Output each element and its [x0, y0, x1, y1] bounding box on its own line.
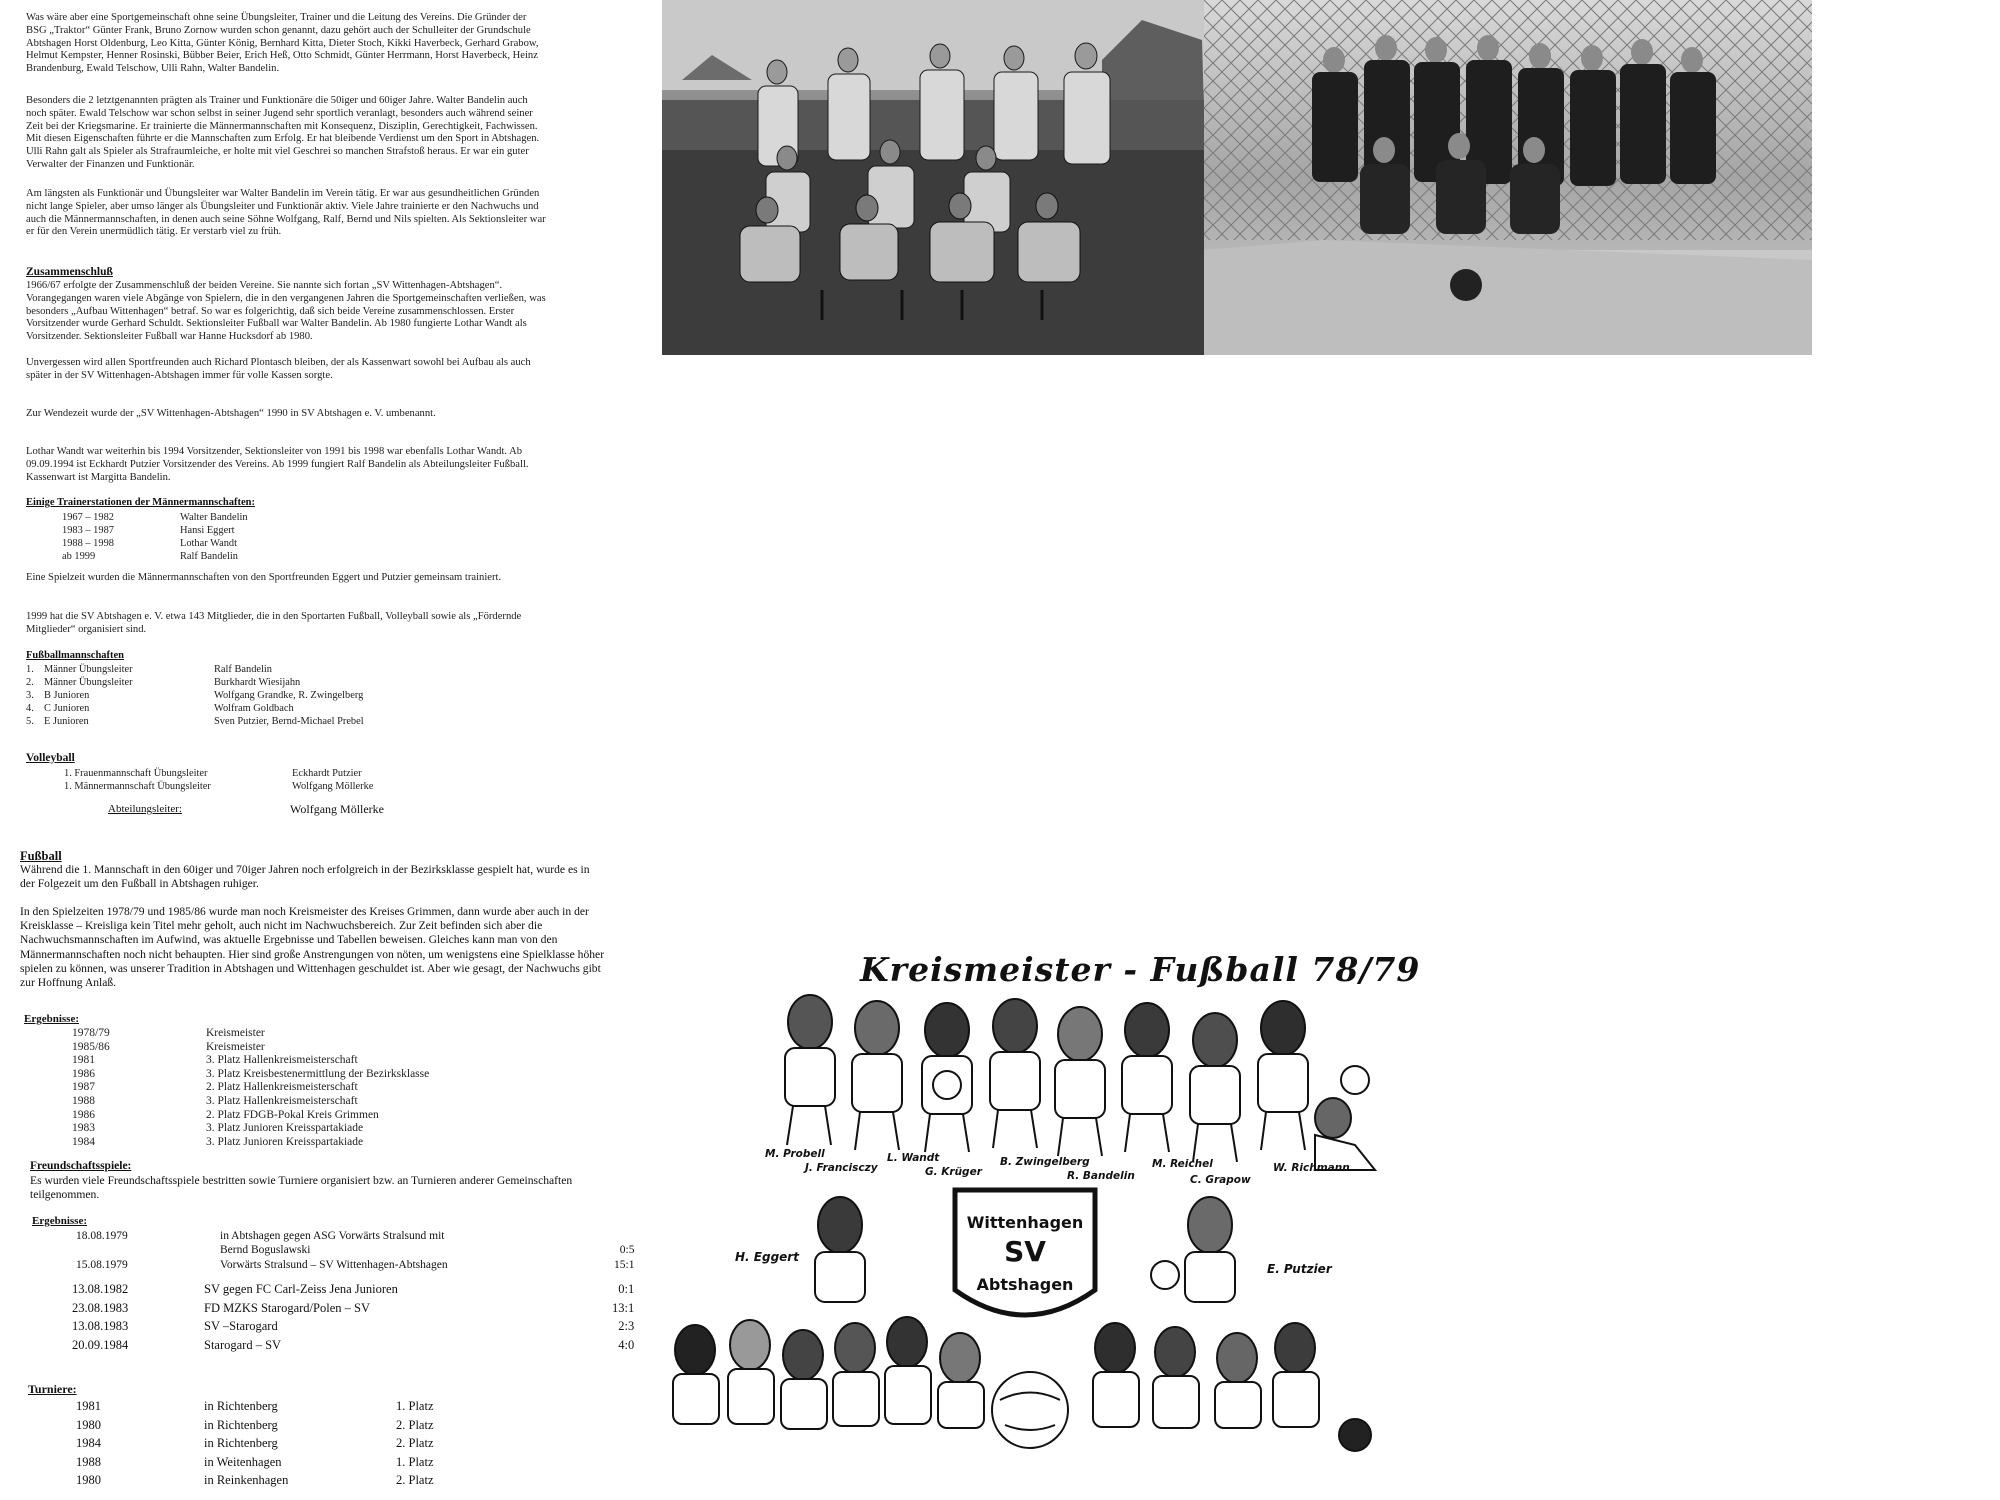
table-row: 5. E Junioren Sven Putzier, Bernd-Michael Prebel — [26, 716, 364, 727]
table-row: 1986 3. Platz Kreisbestenermittlung der Bezirksklasse — [72, 1067, 430, 1080]
cartoon-player — [1153, 1327, 1199, 1428]
cartoon-title: Kreismeister - Fußball 78/79 — [860, 950, 1421, 989]
table-row: 15.08.1979 Vorwärts Stralsund – SV Wittenhagen-Abtshagen 15:1 — [76, 1259, 635, 1271]
table-row: 2. Männer Übungsleiter Burkhardt Wiesijahn — [26, 677, 301, 688]
cartoon-player — [1151, 1197, 1235, 1302]
table-row: 23.08.1983 FD MZKS Starogard/Polen – SV 13:1 — [72, 1300, 635, 1315]
cartoon-name: J. Francisczy — [805, 1162, 878, 1174]
cartoon-player — [938, 1333, 984, 1428]
table-row: 1984 3. Platz Junioren Kreisspartakiade — [72, 1135, 364, 1148]
table-row: 1983 3. Platz Junioren Kreisspartakiade — [72, 1122, 364, 1135]
volleyball-heading: Volleyball — [26, 752, 75, 764]
table-row: 1983 – 1987 Hansi Eggert — [62, 525, 235, 536]
cartoon-name: E. Putzier — [1267, 1262, 1332, 1276]
bandelin-paragraph: Am längsten als Funktionär und Übungsleiter war Walter Bandelin im Verein tätig. Er war aus gesundheitlichen Gründen nicht lange Spieler, aber umso länger als Übungsleiter und Funktionär aktiv. Viele Jahre trainierte er den Nachwuchs und auch die Männermannschaften, in denen auch seine Söhne Wolfgang, Ralf, Bernd und Nils spielten. Als Sektionsleiter war er für den Verein unermüdlich tätig. Er verstarb viel zu früh. — [26, 188, 546, 238]
football-paragraph-2: In den Spielzeiten 1978/79 und 1985/86 wurde man noch Kreismeister des Kreises Grimmen, dann wurde aber auch in der Kreisklasse – Kreisliga kein Titel mehr geholt, auch nicht im Nachwuchsbereich. Zur Zeit befinden sich aber die Nachwuchsmannschaften im Aufwind, was aktuelle Ergebnisse und Tabellen beweisen. Gleiches kann man von den Männermannschaften noch nicht behaupten. Hier sind große Anstrengungen von nöten, um wenigstens eine Spielklasse höher spielen zu können, was unserer Tradition in Abtshagen und Wittenhagen geschuldet ist. Aber wie gesagt, der Nachwuchs gibt zur Hoffnung Anlaß. — [20, 905, 605, 990]
table-row: 1. Frauenmannschaft Übungsleiter Eckhardt Putzier — [64, 768, 362, 779]
cartoon-player — [1215, 1333, 1261, 1428]
table-row: 1. Männermannschaft Übungsleiter Wolfgang Möllerke — [64, 781, 374, 792]
table-row: 1987 2. Platz Hallenkreismeisterschaft — [72, 1081, 358, 1094]
table-row: 1967 – 1982 Walter Bandelin — [62, 512, 248, 523]
joint-training-paragraph: Eine Spielzeit wurden die Männermannschaften von den Sportfreunden Eggert und Putzier gemeinsam trainiert. — [26, 572, 502, 583]
table-row: Bernd Boguslawski 0:5 — [220, 1244, 635, 1256]
cartoon-player — [728, 1320, 774, 1424]
cartoon-ball — [992, 1372, 1068, 1448]
cartoon-name: R. Bandelin — [1067, 1170, 1135, 1182]
cartoon-player — [922, 1003, 972, 1152]
cartoon-name: L. Wandt — [887, 1152, 940, 1164]
football-teams-table — [26, 663, 370, 728]
tournaments-heading: Turniere: — [28, 1382, 77, 1396]
friendly-paragraph: Es wurden viele Freundschaftsspiele bestritten sowie Turniere organisiert bzw. an Turnieren anderer Gemeinschaften teilgenommen. — [30, 1174, 573, 1202]
table-row: 1984 in Richtenberg 2. Platz — [76, 1436, 434, 1451]
cartoon-player — [1190, 1013, 1240, 1162]
cartoon-player — [1122, 1003, 1172, 1152]
friendly-results-heading: Ergebnisse: — [32, 1215, 87, 1227]
cartoon-player — [785, 995, 835, 1145]
dept-name: Wolfgang Möllerke — [290, 802, 385, 816]
table-row: ab 1999 Ralf Bandelin — [62, 551, 239, 562]
cartoon-player — [1093, 1323, 1139, 1427]
cartoon-name: B. Zwingelberg — [1000, 1156, 1090, 1168]
cartoon-player — [1273, 1323, 1319, 1427]
team-photo-2 — [1204, 0, 1812, 355]
cartoon-player — [833, 1323, 879, 1426]
table-row: 1980 in Reinkenhagen 2. Platz — [76, 1473, 434, 1488]
cartoon-player — [673, 1325, 719, 1424]
cartoon-player — [815, 1197, 865, 1302]
volleyball-table — [64, 767, 379, 793]
crest-top-text: Wittenhagen — [966, 1213, 1084, 1232]
cartoon-player — [781, 1330, 827, 1429]
cartoon-drawing — [655, 930, 1385, 1460]
friendly-heading: Freundschaftsspiele: — [30, 1160, 132, 1172]
table-row: 1978/79 Kreismeister — [72, 1027, 265, 1039]
table-row: 1986 2. Platz FDGB-Pokal Kreis Grimmen — [72, 1108, 379, 1121]
trainer-stations-table — [62, 511, 254, 563]
crest-bottom-text: Abtshagen — [976, 1275, 1074, 1294]
cartoon-player — [885, 1317, 931, 1424]
crest-mid-text: SV — [1004, 1235, 1046, 1268]
table-row: 1985/86 Kreismeister — [72, 1040, 265, 1053]
cartoon-player — [1055, 1007, 1105, 1156]
results-table — [72, 1027, 435, 1149]
table-row: 1980 in Richtenberg 2. Platz — [76, 1417, 434, 1432]
table-row: 1981 in Richtenberg 1. Platz — [76, 1399, 434, 1413]
results-heading: Ergebnisse: — [24, 1013, 79, 1025]
football-heading: Fußball — [20, 849, 62, 863]
table-row: 3. B Junioren Wolfgang Grandke, R. Zwingelberg — [26, 690, 364, 701]
matches-table-2 — [72, 1280, 642, 1354]
treasurer-paragraph: Unvergessen wird allen Sportfreunden auch Richard Plontasch bleiben, der als Kassenwart sowohl bei Aufbau als auch später in der SV Wittenhagen-Abtshagen immer für volle Kassen sorgte. — [26, 357, 531, 381]
matches-table — [76, 1229, 642, 1273]
table-row: 4. C Junioren Wolfram Goldbach — [26, 703, 294, 714]
trainer-stations-heading: Einige Trainerstationen der Männermannschaften: — [26, 497, 255, 508]
merger-paragraph: 1966/67 erfolgte der Zusammenschluß der beiden Vereine. Sie nannte sich fortan „SV Wittenhagen-Abtshagen“. Vorangegangen waren viele Abgänge von Spielern, die in den vergangenen Jahren die Sportgemeinschaften verließen, was besonders „Aufbau Wittenhagen“ betraf. So war es folgerichtig, daß sich beide Vereine zusammenschlossen. Erster Vorsitzender wurde Gerhard Schuldt. Sektionsleiter Fußball war Walter Bandelin. Ab 1980 fungierte Lothar Wandt als Vorsitzender. Sektionsleiter Fußball war Hanne Hucksdorf ab 1980. — [26, 280, 546, 343]
rename-paragraph: Zur Wendezeit wurde der „SV Wittenhagen-Abtshagen“ 1990 in SV Abtshagen e. V. umbenannt. — [26, 408, 436, 419]
intro-paragraph: Was wäre aber eine Sportgemeinschaft ohne seine Übungsleiter, Trainer und die Leitung des Vereins. Die Gründer der BSG „Traktor“ Günter Frank, Bruno Zornow wurden schon genannt, dazu gehört auch der Schulleiter der Grundschule Abtshagen Horst Oldenburg, Leo Kitta, Günter König, Bernhard Kitta, Dieter Stoch, Kikki Haverbeck, Gerhard Grabow, Helmut Kempster, Henner Rosinski, Bübber Beier, Erich Heß, Otto Schmidt, Günter Herrmann, Horst Haverbeck, Heinz Brandenburg, Ewald Telschow, Ulli Rahn, Walter Bandelin. — [26, 12, 539, 75]
table-row: 13.08.1983 SV –Starogard 2:3 — [72, 1319, 635, 1334]
table-row: 1988 in Weitenhagen 1. Platz — [76, 1454, 434, 1469]
merger-heading: Zusammenschluß — [26, 266, 113, 278]
cartoon-illustration — [655, 930, 1421, 1460]
table-row: 1988 – 1998 Lothar Wandt — [62, 538, 237, 549]
football-teams-heading: Fußballmannschaften — [26, 650, 125, 661]
dept-label: Abteilungsleiter: — [108, 803, 182, 815]
team-photo-1 — [662, 0, 1204, 355]
cartoon-name: H. Eggert — [735, 1250, 799, 1264]
cartoon-name: M. Reichel — [1152, 1158, 1213, 1170]
football-paragraph-1: Während die 1. Mannschaft in den 60iger und 70iger Jahren noch erfolgreich in der Bezirksklasse gespielt hat, wurde es in der Folgezeit um den Fußball in Abtshagen ruhiger. — [20, 863, 590, 891]
team-photo-2-image — [1204, 0, 1812, 355]
team-photo-1-image — [662, 0, 1204, 355]
table-row: 13.08.1982 SV gegen FC Carl-Zeiss Jena Junioren 0:1 — [72, 1282, 635, 1296]
cartoon-name: M. Probell — [765, 1148, 825, 1160]
cartoon-name: C. Grapow — [1190, 1174, 1251, 1186]
cartoon-name: G. Krüger — [925, 1166, 982, 1178]
chairman-paragraph: Lothar Wandt war weiterhin bis 1994 Vorsitzender, Sektionsleiter von 1991 bis 1998 war ebenfalls Lothar Wandt. Ab 09.09.1994 ist Eckhardt Putzier Vorsitzender des Vereins. Ab 1999 fungiert Ralf Bandelin als Abteilungsleiter Fußball. Kassenwart ist Margitta Bandelin. — [26, 446, 529, 483]
cartoon-goalkeeper — [1315, 1066, 1375, 1170]
table-row: 1. Männer Übungsleiter Ralf Bandelin — [26, 664, 273, 675]
members-paragraph: 1999 hat die SV Abtshagen e. V. etwa 143 Mitglieder, die in den Sportarten Fußball, Volleyball sowie als „Fördernde Mitglieder“ organisiert sind. — [26, 611, 522, 635]
table-row: 20.09.1984 Starogard – SV 4:0 — [72, 1337, 635, 1352]
table-row: 1988 3. Platz Hallenkreismeisterschaft — [72, 1094, 358, 1107]
tournaments-table — [76, 1397, 442, 1490]
table-row: 1981 3. Platz Hallenkreismeisterschaft — [72, 1054, 358, 1067]
table-row: 18.08.1979 in Abtshagen gegen ASG Vorwärts Stralsund mit — [76, 1230, 445, 1242]
cartoon-player — [1258, 1001, 1308, 1150]
cartoon-name: W. Richmann — [1273, 1162, 1350, 1174]
cartoon-player — [852, 1001, 902, 1150]
cartoon-player — [990, 999, 1040, 1148]
trainers-paragraph: Besonders die 2 letztgenannten prägten als Trainer und Funktionäre die 50iger und 60iger Jahre. Walter Bandelin auch noch später. Ewald Telschow war schon selbst in seiner Jugend sehr sportlich veranlagt, besonders auch während seiner Zeit bei der Kriegsmarine. Er trainierte die Männermannschaften mit Konsequenz, Disziplin, Gerechtigkeit, Fachwissen. Mit diesen Eigenschaften führte er die Mannschaften zum Erfolg. Er hat bleibende Verdienst um den Sport in Abtshagen. Ulli Rahn galt als Spieler als Strafraumleiche, er holte mit viel Geschrei so manchen Strafstoß heraus. Er war ein guter Verwalter der Finanzen und Funktionär. — [26, 95, 540, 170]
